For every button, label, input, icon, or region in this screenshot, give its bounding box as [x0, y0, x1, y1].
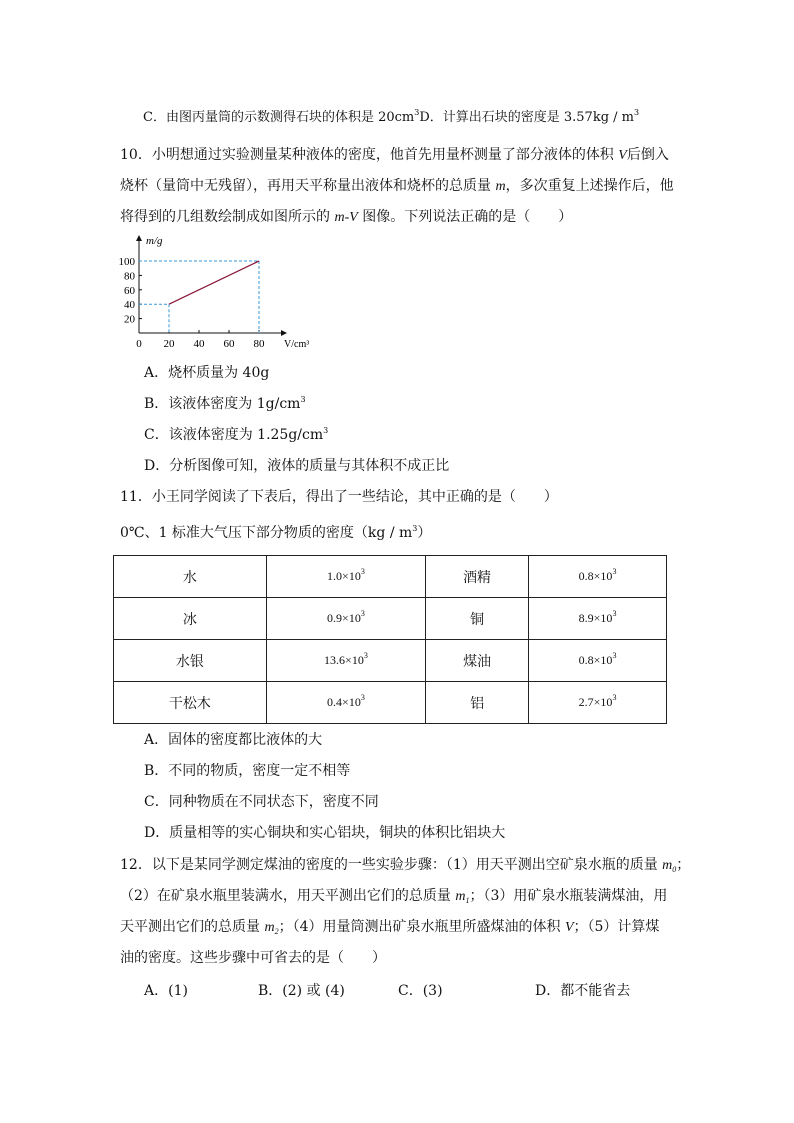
mv-graph [112, 232, 332, 354]
q9-option-c: C．由图丙量筒的示数测得石块的体积是 20cm [143, 110, 415, 125]
x-tick-label: 40 [193, 338, 205, 350]
density-cell: $0.9\times 10^3$ [266, 598, 425, 640]
density-cell: $8.9\times 10^3$ [529, 598, 667, 640]
data-line [169, 261, 259, 304]
q11-option-c: C．同种物质在不同状态下，密度不同 [144, 794, 379, 810]
x-tick-label: 60 [223, 338, 235, 350]
substance-cell: 水 [114, 556, 267, 598]
q12-option-b: B．(2) 或 (4) [258, 983, 345, 999]
q10-option-a: A．烧杯质量为 40g [144, 365, 270, 381]
q12-option-d: D．都不能省去 [535, 983, 631, 999]
density-cell: $0.4\times 10^3$ [266, 682, 425, 724]
q11-option-a: A．固体的密度都比液体的大 [144, 732, 323, 748]
substance-cell: 水银 [114, 640, 267, 682]
substance-cell: 煤油 [426, 640, 529, 682]
density-cell: $0.8\times 10^3$ [529, 556, 667, 598]
density-cell: $1.0\times 10^3$ [266, 556, 425, 598]
substance-cell: 干松木 [114, 682, 267, 724]
x-axis-label: V/cm³ [284, 339, 310, 350]
table-row [114, 640, 667, 682]
q11-table-caption: 0℃、1 标准大气压下部分物质的密度$(kg / m^3)$ [120, 524, 432, 541]
q10-stem-line2: 烧杯（量筒中无残留），再用天平称量出液体和烧杯的总质量 m，多次重复上述操作后，他 [120, 178, 674, 194]
q10-option-d: D．分析图像可知，液体的质量与其体积不成正比 [144, 458, 450, 474]
density-cell: $13.6\times 10^3$ [266, 640, 425, 682]
density-cell: $2.7\times 10^3$ [529, 682, 667, 724]
y-tick-label: 20 [124, 313, 135, 326]
q12-option-a: A．(1) [144, 983, 188, 999]
table-row [114, 598, 667, 640]
q9-option-cd-line: C．由图丙量筒的示数测得石块的体积是 $20cm^3D$．计算出石块的密度是 $3.57kg / m^3$ [143, 108, 640, 125]
q12-stem-line3: 天平测出它们的总质量 $m_2$；（4）用量筒测出矿泉水瓶里所盛煤油的体积 V；（5）计算煤 [120, 919, 660, 936]
q11-option-b: B．不同的物质，密度一定不相等 [144, 763, 351, 779]
q12-stem-line2: （2）在矿泉水瓶里装满水，用天平测出它们的总质量 $m_1$；（3）用矿泉水瓶装满煤油，用 [120, 888, 668, 905]
density-cell: $0.8\times 10^3$ [529, 640, 667, 682]
q11-stem: 11．小王同学阅读了下表后，得出了一些结论，其中正确的是（ ） [120, 489, 558, 505]
y-tick-label: 100 [118, 256, 135, 268]
table-row [114, 682, 667, 724]
q10-stem-line3: 将得到的几组数绘制成如图所示的 m-V 图像。下列说法正确的是（ ） [120, 209, 573, 225]
substance-cell: 铝 [426, 682, 529, 724]
substance-cell: 酒精 [426, 556, 529, 598]
density-table [113, 555, 667, 724]
table-row [114, 556, 667, 598]
q9-option-d: D．计算出石块的密度是 3.57kg / m [419, 110, 634, 125]
q12-option-c: C．(3) [398, 983, 443, 999]
q10-stem-line1: 10．小明想通过实验测量某种液体的密度，他首先用量杯测量了部分液体的体积 V后倒入 [120, 147, 669, 163]
x-tick-label: 20 [163, 338, 175, 350]
q11-option-d: D．质量相等的实心铜块和实心铝块，铜块的体积比铝块大 [144, 825, 506, 841]
y-axis-label: m/g [146, 235, 163, 247]
x-tick-label: 80 [253, 338, 265, 350]
substance-cell: 冰 [114, 598, 267, 640]
y-tick-label: 40 [124, 299, 135, 312]
q10-option-c: C．该液体密度为 $1.25g/cm^3$ [144, 426, 329, 443]
substance-cell: 铜 [426, 598, 529, 640]
q10-option-b: B．该液体密度为 $1g/cm^3$ [144, 395, 306, 412]
x-tick-label: 0 [136, 338, 142, 350]
q12-stem-line1: 12．以下是某同学测定煤油的密度的一些实验步骤：（1）用天平测出空矿泉水瓶的质量 $m_0$； [120, 857, 691, 874]
y-tick-label: 80 [124, 270, 135, 283]
y-tick-label: 60 [124, 284, 135, 297]
q12-stem-line4: 油的密度。这些步骤中可省去的是（ ） [120, 950, 386, 966]
